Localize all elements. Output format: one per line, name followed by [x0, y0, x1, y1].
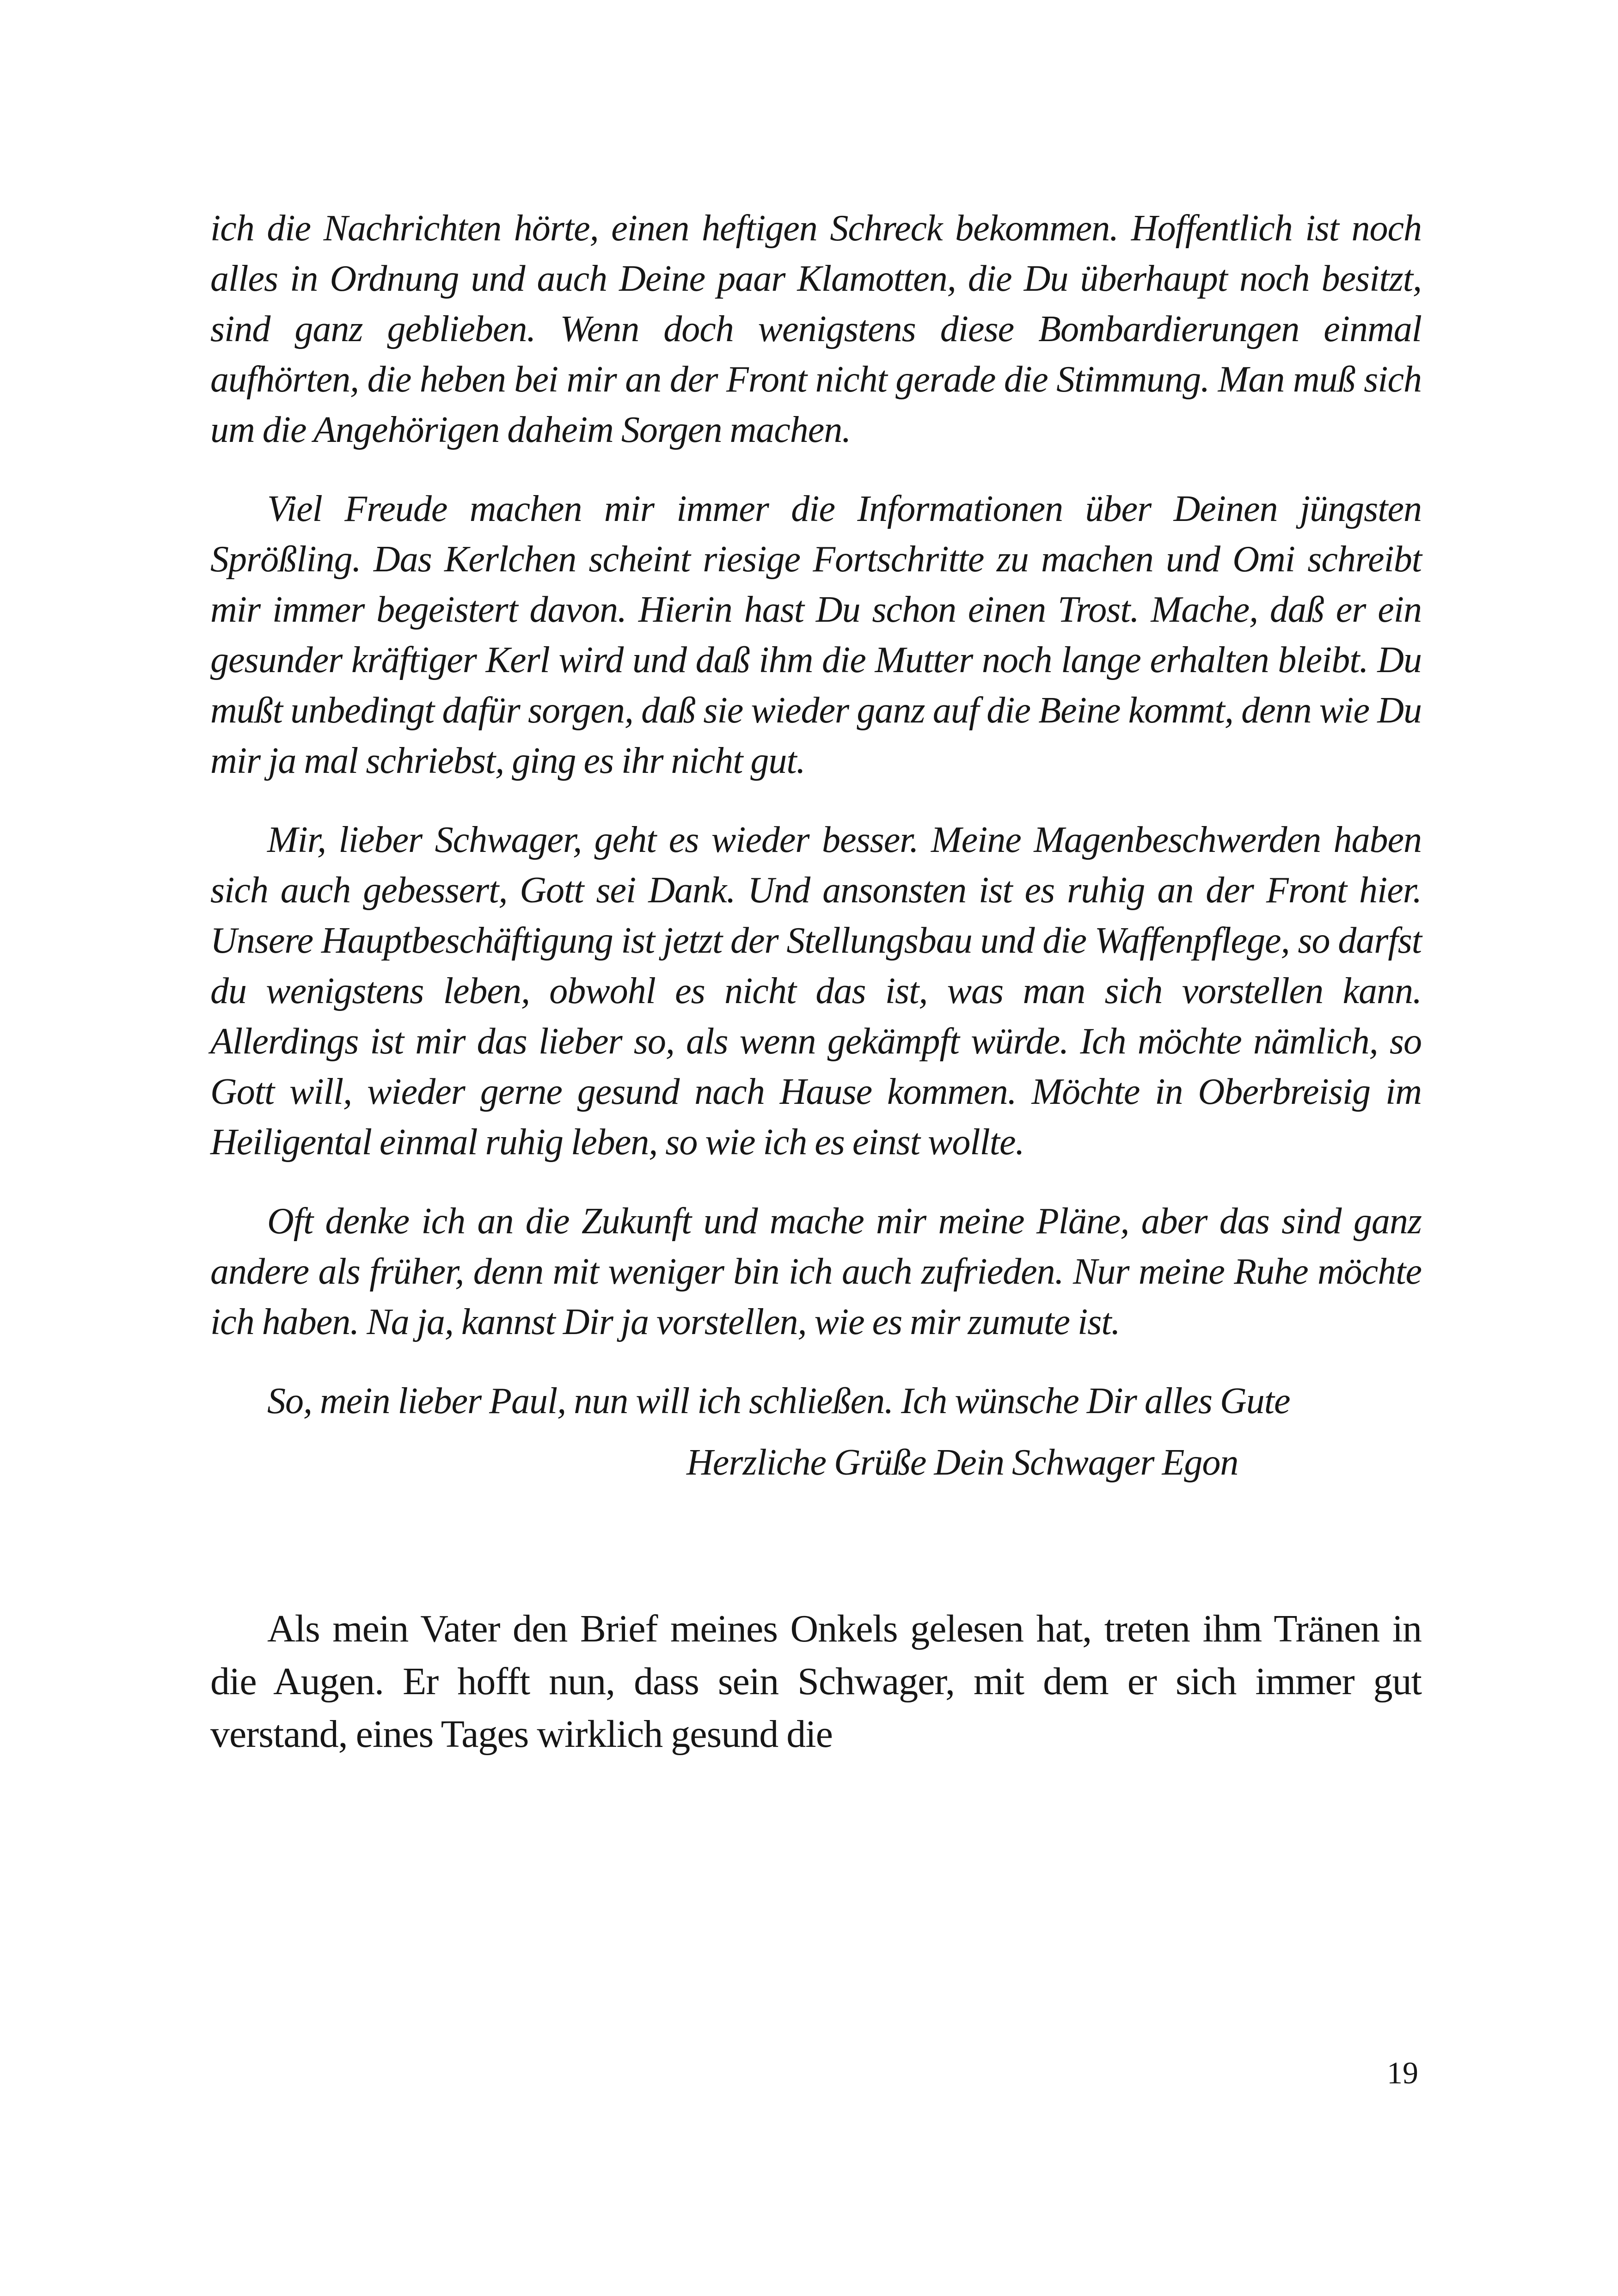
letter-paragraph: So, mein lieber Paul, nun will ich schließen. Ich wünsche Dir alles Gute — [267, 1381, 1290, 1421]
letter-paragraph: ich die Nachrichten hörte, einen heftigen Schreck bekommen. Hoffentlich ist noch alles in Ordnung und auch Deine paar Klamotten, die Du überhaupt noch besitzt, sind ganz geblieben. Wenn doch wenigstens diese Bombardierungen einmal aufhörten, die heben bei mir an der Front nicht gerade die Stimmung. Man muß sich um die Angehörigen daheim Sorgen machen. — [210, 208, 1422, 450]
letter-signature: Herzliche Grüße Dein Schwager Egon — [686, 1442, 1238, 1483]
text-block — [210, 203, 1422, 1761]
letter-paragraph: Mir, lieber Schwager, geht es wieder besser. Meine Magenbeschwerden haben sich auch gebessert, Gott sei Dank. Und ansonsten ist es ruhig an der Front hier. Unsere Hauptbeschäftigung ist jetzt der Stellungsbau und die Waffenpflege, so darfst du wenigstens leben, obwohl es nicht das ist, was man sich vorstellen kann. Allerdings ist mir das lieber so, als wenn gekämpft würde. Ich möchte nämlich, so Gott will, wieder gerne gesund nach Hause kommen. Möchte in Oberbreisig im Heiligental einmal ruhig leben, so wie ich es einst wollte. — [210, 820, 1422, 1163]
narrative-paragraph: Als mein Vater den Brief meines Onkels gelesen hat, treten ihm Tränen in die Augen. Er hofft nun, dass sein Schwager, mit dem er sich immer gut verstand, eines Tages wirklich gesund die — [210, 1607, 1422, 1756]
letter-paragraph: Oft denke ich an die Zukunft und mache mir meine Pläne, aber das sind ganz andere als früher, denn mit weniger bin ich auch zufrieden. Nur meine Ruhe möchte ich haben. Na ja, kannst Dir ja vorstellen, wie es mir zumute ist. — [210, 1201, 1422, 1342]
page-number: 19 — [1387, 2055, 1418, 2090]
letter-paragraph: Viel Freude machen mir immer die Informationen über Deinen jüngsten Sprößling. Das Kerlchen scheint riesige Fortschritte zu machen und Omi schreibt mir immer begeistert davon. Hierin hast Du schon einen Trost. Mache, daß er ein gesunder kräftiger Kerl wird und daß ihm die Mutter noch lange erhalten bleibt. Du mußt unbedingt dafür sorgen, daß sie wieder ganz auf die Beine kommt, denn wie Du mir ja mal schriebst, ging es ihr nicht gut. — [210, 489, 1422, 781]
letter — [210, 203, 1422, 1488]
